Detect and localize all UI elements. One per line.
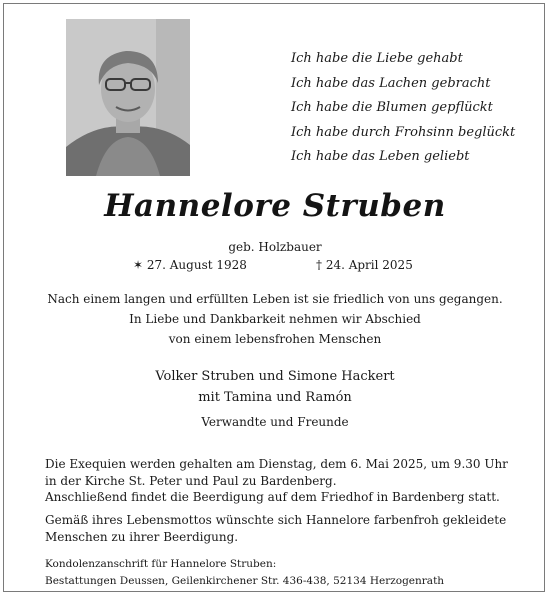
birth-date: ✶ 27. August 1928 [133,258,247,272]
address-line: Kondolenzanschrift für Hannelore Struben: [45,558,277,570]
address-line: Bestattungen Deussen, Geilenkirchener Str. 436-438, 52134 Herzogenrath [45,575,445,587]
poem-line: Ich habe die Liebe gehabt [291,51,463,66]
maiden-name: geb. Holzbauer [228,240,322,254]
intro-line: von einem lebensfrohen Menschen [168,332,382,346]
ceremony-line: in der Kirche St. Peter und Paul zu Bardenberg. [45,473,337,488]
poem-line: Ich habe durch Frohsinn beglückt [291,124,516,140]
poem-line: Ich habe das Lachen gebracht [291,75,491,91]
poem-line: Ich habe die Blumen gepflückt [291,100,493,115]
ceremony-text [45,456,540,506]
intro-line: Nach einem langen und erfüllten Leben ist sie friedlich von uns gegangen. [47,292,503,306]
condolence-address [45,556,540,590]
family-line: mit Tamina und Ramón [198,390,352,405]
deceased-name: Hannelore Struben [104,188,446,224]
relatives: Verwandte und Freunde [201,415,349,429]
family-line: Volker Struben und Simone Hackert [155,369,395,384]
wish-line: Gemäß ihres Lebensmottos wünschte sich Hannelore farbenfroh gekleidete [45,513,507,527]
family-names [0,366,550,408]
intro-line: In Liebe und Dankbarkeit nehmen wir Abschied [129,312,421,326]
wish-line: Menschen zu ihrer Beerdigung. [45,529,239,544]
portrait-photo [66,19,190,176]
ceremony-line: Anschließend findet die Beerdigung auf dem Friedhof in Bardenberg statt. [45,490,500,504]
poem [291,47,531,170]
death-date: † 24. April 2025 [316,258,413,272]
intro-text [0,289,550,349]
poem-line: Ich habe das Leben geliebt [291,149,470,164]
ceremony-line: Die Exequien werden gehalten am Dienstag, dem 6. Mai 2025, um 9.30 Uhr [45,457,508,471]
wish-text [45,512,540,545]
